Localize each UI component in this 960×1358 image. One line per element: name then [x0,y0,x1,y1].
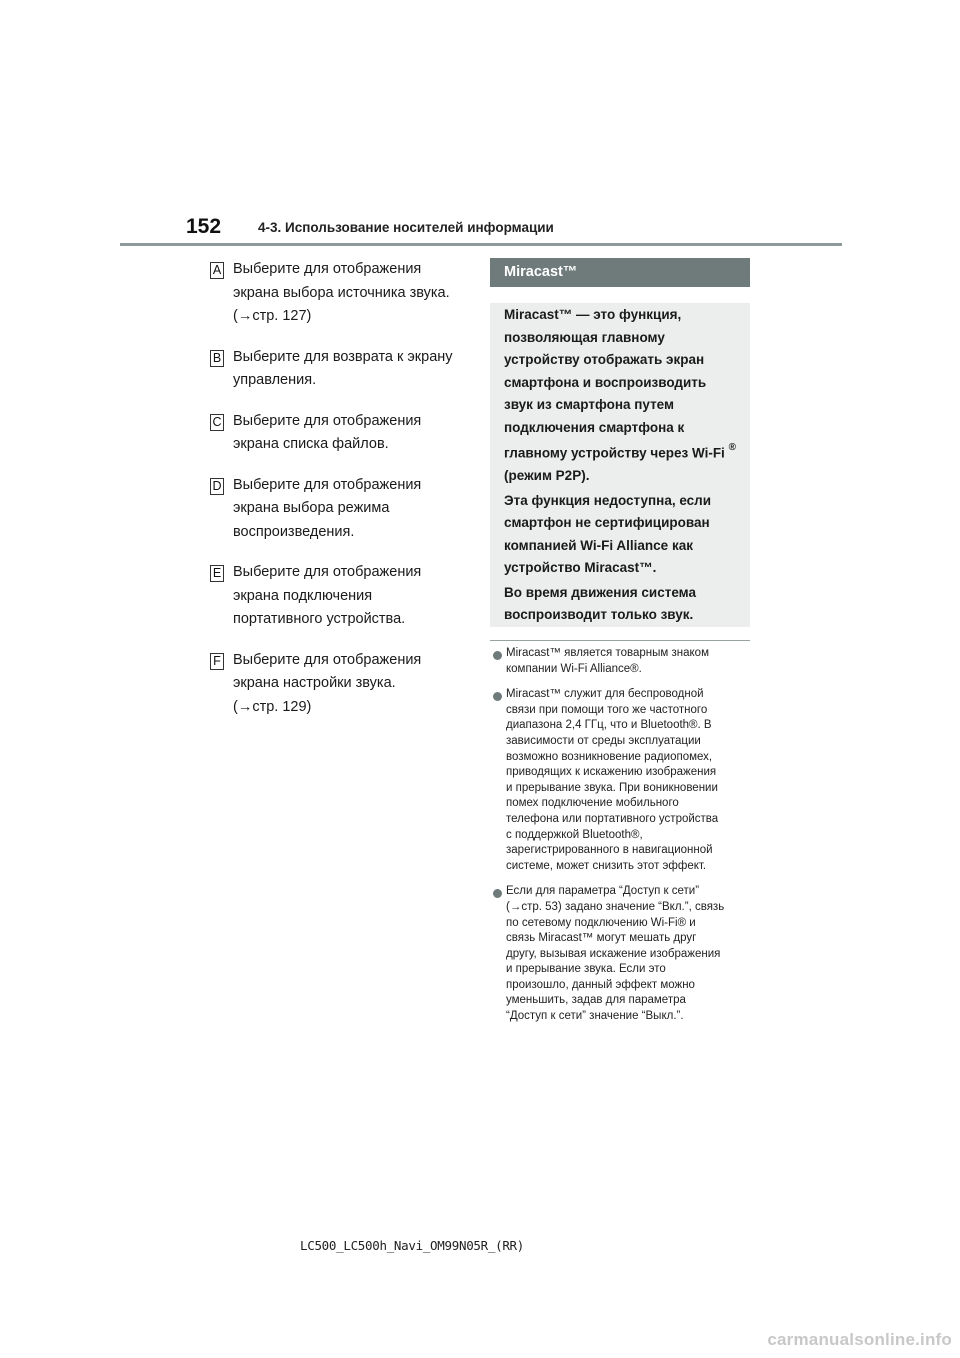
page-number: 152 [186,215,222,238]
registered-mark: ® [728,442,736,453]
miracast-title: Miracast™ [490,258,750,287]
header-rule [120,243,842,246]
callout-item-c [210,410,470,457]
miracast-paragraph-1-text: Miracast™ — это функция, позволяющая главному устройству отображать экран смартфона и воспроизводить звук из смартфона путем подключения смартфона к главному устройству через Wi-Fi [504,307,725,461]
bullet-icon [493,651,502,660]
miracast-paragraph-2: Эта функция недоступна, если смартфон не сертифицирован компанией Wi-Fi Alliance как устройство Miracast™. [504,492,712,575]
watermark: carmanualsonline.info [767,1330,952,1349]
document-code: LC500_LC500h_Navi_OM99N05R_(RR) [300,1238,524,1253]
callout-text: Выберите для отображения экрана выбора режима воспроизведения. [233,476,422,540]
notes-list [490,646,752,1035]
callout-label: F [210,653,224,670]
miracast-paragraph-1 [504,304,738,488]
callout-text: Выберите для отображения экрана настройки звука. (→стр. 129) [233,651,422,715]
bullet-icon [493,692,502,701]
callout-label: B [210,350,224,367]
notes-divider [490,640,750,641]
callout-label: E [210,565,224,582]
callout-label: D [210,478,224,495]
note-item [490,884,752,1024]
note-item [490,687,752,874]
callout-item-d [210,474,470,545]
callout-text: Выберите для отображения экрана выбора источника звука. (→стр. 127) [233,261,450,324]
miracast-paragraph-1-end: (режим P2P). [504,468,590,483]
note-item [490,646,752,677]
callout-item-f [210,649,470,720]
miracast-info-box [490,303,750,627]
section-title: 4-3. Использование носителей информации [258,220,554,235]
callout-item-a [210,258,470,329]
callout-label: A [210,262,224,279]
callout-text: Выберите для отображения экрана списка файлов. [233,412,422,452]
miracast-paragraph-3: Во время движения система воспроизводит только звук. [504,584,696,622]
callout-text: Выберите для возврата к экрану управления. [233,348,453,388]
callout-item-b [210,346,470,393]
callout-label: C [210,414,224,431]
callout-list [210,258,470,736]
bullet-icon [493,889,502,898]
callout-text: Выберите для отображения экрана подключения портативного устройства. [233,564,422,627]
note-text: Miracast™ является товарным знаком компании Wi-Fi Alliance®. [506,647,709,675]
note-text: Miracast™ служит для беспроводной связи при помощи того же частотного диапазона 2,4 ГГц, что и Bluetooth®. В зависимости от среды эксплуатации возможно возникновение радиопомех, приводящих к искажению изображения и прерывание звука. При вoникновении помех подключение мобильного телефона или портативного устройства с поддержкой Bluetooth®, зарегистрированного в навигационной системе, может снизить этот эффект. [506,688,719,872]
callout-item-e [210,561,470,632]
note-text: Если для параметра “Доступ к сети” (→стр. 53) задано значение “Вкл.”, связь по сетевому подключению Wi-Fi® и связь Miracast™ могут мешать друг другу, вызывая искажение изображения и прерывание звука. Если это произошло, данный эффект можно уменьшить, задав для параметра “Доступ к сети” значение “Выкл.”. [506,885,725,1023]
